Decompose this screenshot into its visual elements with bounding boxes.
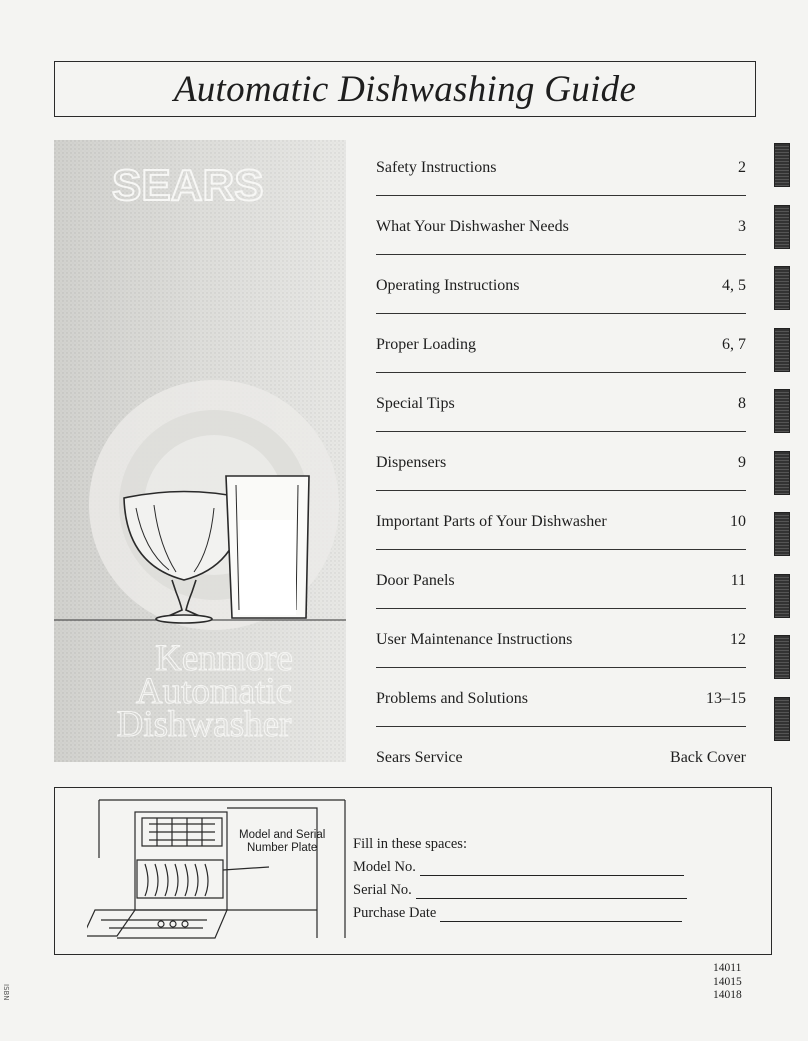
toc-page: 9	[738, 453, 746, 471]
index-tab[interactable]	[774, 451, 790, 495]
toc-label: Operating Instructions	[376, 276, 520, 294]
index-tab[interactable]	[774, 512, 790, 556]
toc-row[interactable]	[376, 550, 746, 609]
brand-logo: SEARS	[112, 161, 264, 210]
dishwasher-diagram	[87, 798, 357, 948]
toc-page: 12	[730, 630, 746, 648]
serial-label: Serial No.	[353, 882, 412, 898]
model-code: 14018	[713, 989, 742, 1001]
table-of-contents	[376, 137, 746, 786]
product-line-2: Automatic	[135, 671, 293, 712]
toc-label: Problems and Solutions	[376, 689, 529, 707]
index-tab[interactable]	[774, 205, 790, 249]
index-tab[interactable]	[774, 266, 790, 310]
thumb-index-tabs	[774, 143, 790, 758]
toc-row[interactable]	[376, 668, 746, 727]
toc-row[interactable]	[376, 727, 746, 786]
title-box	[54, 61, 756, 117]
product-line-3: Dishwasher	[116, 704, 292, 745]
cover-illustration	[54, 140, 346, 762]
toc-label: Safety Instructions	[376, 158, 497, 176]
index-tab[interactable]	[774, 328, 790, 372]
index-tab[interactable]	[774, 143, 790, 187]
plate-label: Model and Serial Number Plate	[239, 829, 326, 854]
toc-row[interactable]	[376, 491, 746, 550]
model-codes	[713, 962, 742, 1003]
index-tab[interactable]	[774, 697, 790, 741]
toc-row[interactable]	[376, 373, 746, 432]
side-mark: ISBN	[2, 984, 10, 1001]
toc-label: Proper Loading	[376, 335, 476, 353]
toc-page: 11	[730, 571, 746, 589]
toc-label: Sears Service	[376, 749, 463, 766]
model-number-field[interactable]	[420, 863, 684, 876]
page-title: Automatic Dishwashing Guide	[173, 68, 637, 110]
toc-label: Dispensers	[376, 453, 447, 471]
index-tab[interactable]	[774, 389, 790, 433]
fill-heading: Fill in these spaces:	[353, 836, 467, 852]
fill-in-fields	[353, 830, 687, 922]
record-box	[54, 787, 772, 955]
toc-page: 13–15	[706, 689, 746, 707]
tumbler-glass	[226, 476, 309, 618]
toc-label: User Maintenance Instructions	[376, 630, 573, 648]
serial-number-field[interactable]	[416, 886, 687, 899]
toc-label: Special Tips	[376, 394, 455, 412]
toc-page: 2	[738, 158, 746, 176]
toc-row[interactable]	[376, 432, 746, 491]
purchase-date-field[interactable]	[440, 909, 682, 922]
toc-page: 3	[738, 217, 746, 235]
model-code: 14015	[713, 975, 742, 988]
toc-row[interactable]	[376, 196, 746, 255]
purchase-date-label: Purchase Date	[353, 905, 437, 921]
toc-row[interactable]	[376, 137, 746, 196]
model-label: Model No.	[353, 859, 416, 875]
toc-page: 4, 5	[722, 276, 746, 294]
toc-page: 6, 7	[722, 335, 746, 353]
toc-label: Door Panels	[376, 571, 455, 589]
toc-row[interactable]	[376, 314, 746, 373]
index-tab[interactable]	[774, 574, 790, 618]
toc-page: Back Cover	[670, 749, 746, 766]
toc-row[interactable]	[376, 255, 746, 314]
toc-page: 10	[730, 512, 746, 530]
model-code: 14011	[713, 962, 742, 974]
index-tab[interactable]	[774, 635, 790, 679]
product-line-1: Kenmore	[155, 638, 293, 679]
toc-row[interactable]	[376, 609, 746, 668]
toc-label: What Your Dishwasher Needs	[376, 217, 569, 235]
toc-label: Important Parts of Your Dishwasher	[376, 512, 607, 530]
toc-page: 8	[738, 394, 746, 412]
